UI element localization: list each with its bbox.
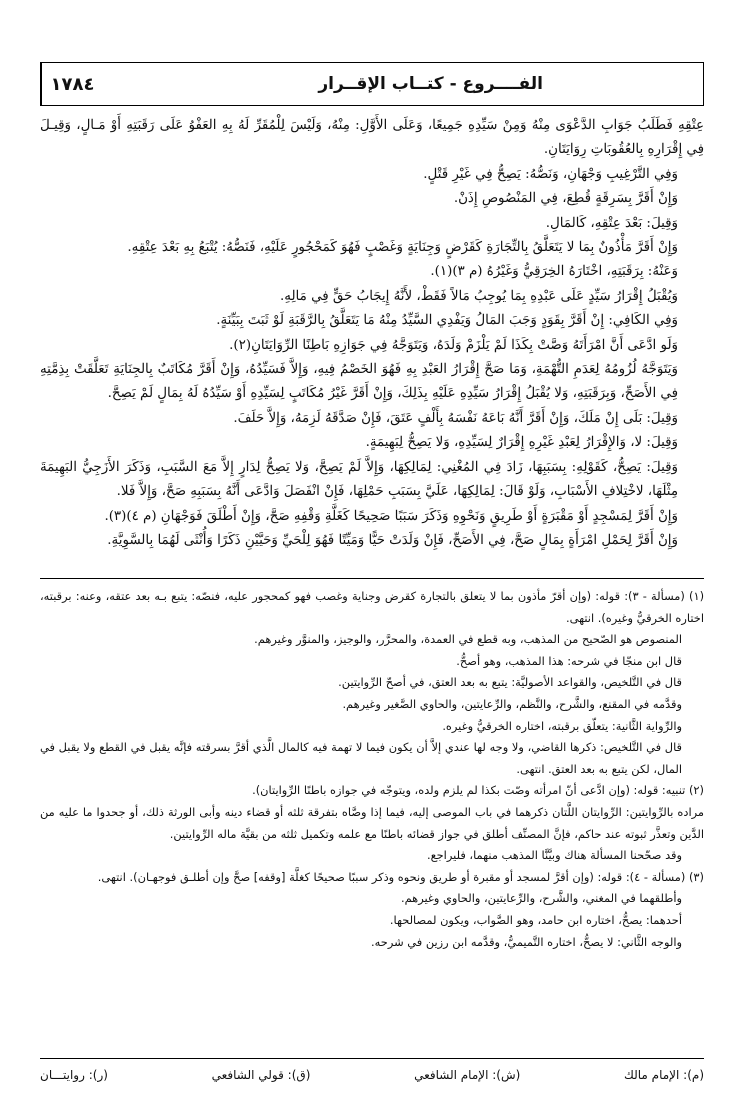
footnote-paragraph: وأطلقهما في المغني، والشَّرح، والرِّعايتين، والحاوي وغيرهم.	[400, 891, 682, 906]
page-number: ١٧٨٤	[41, 63, 103, 105]
main-text	[40, 114, 704, 553]
main-paragraph: وَفِي الكَافِي: إِنْ أَقَرَّ بِقَوَدٍ وَجَبَ المَالُ وَيَفْدِي السَّيِّدُ مِنْهُ مَا يَتَعَلَّقُ بِالرَّقَبَةِ لَوْ ثَبَتَ بِبَيِّنَةٍ.	[216, 313, 678, 329]
footnote-paragraph: أحدهما: يصحُّ، اختاره ابن حامد، وهو الصَّواب، ويكون لمصالحها.	[389, 912, 682, 927]
main-paragraph: وَقِيلَ: يَصِحُّ، كَقَوْلِهِ: بِسَبَبِهَا، زَادَ فِي المُغْنِي: لِمَالِكِهَا، وَإِلاَّ لَمْ يَصِحَّ، وَلا يَصِحُّ لِدَارٍ إِلاَّ مَعَ السَّبَبِ، وَذَكَرَ الأَزَجِيُّ البَهِيمَةَ مِثْلَهَا، لاخْتِلافِ الأَسْبَابِ، وَلَوْ قَالَ: لِمَالِكِهَا، عَلَيَّ بِسَبَبِ حَمْلِهَا، فَإِنْ انْفَصَلَ وَادَّعَى أَنَّهُ بِسَبَبِهِ صَحَّ، وَإِلاَّ فَلا.	[40, 459, 678, 500]
main-paragraph: وَإِنْ أَقَرَّ لِحَمْلِ امْرَأَةٍ بِمَالٍ صَحَّ، فِي الأَصَحِّ، فَإِنْ وَلَدَتْ حَيًّا وَمَيِّتًا فَهُوَ لِلْحَيِّ وَحَيَّيْنِ ذَكَرًا وَأُنْثَى لَهُمَا بِالسَّوِيَّةِ.	[107, 532, 678, 548]
footnote-separator	[40, 578, 704, 579]
main-paragraph: عِتْقِهِ فَطَلَبُ جَوَابِ الدَّعْوَى مِنْهُ وَمِنْ سَيِّدِهِ جَمِيعًا، وَعَلَى الأَوَّلِ: مِنْهُ، وَلَيْسَ لِلْمُقَرِّ لَهُ بِهِ العَفْوُ عَلَى رَقَبَتِهِ أَوْ مَـالٍ، وَقِيـلَ فِي إِقْرَارِهِ بِالعُقُوبَاتِ رِوَايَتَانِ.	[40, 118, 704, 158]
footnote-paragraph: قال ابن منجّا في شرحه: هذا المذهب، وهو أصحُّ.	[456, 653, 682, 668]
footnote-paragraph: (٣) (مسألة - ٤): قوله: (وإن أقرَّ لمسجد أو مقبرة أو طريق ونحوه وذكر سببًا صحيحًا كغلَّة [وقفه] صحَّ وإن أطلـق فوجهـان). انتهى.	[97, 869, 704, 884]
main-paragraph: وَيَتَوَجَّهُ لُزُومُهُ لِعَدَمِ التُّهْمَةِ، وَمَا صَحَّ إِقْرَارُ العَبْدِ بِهِ فَهُوَ الخَصْمُ فِيهِ، وَإِلاَّ فَسَيِّدُهُ، وَإِنْ أَقَرَّ مُكَاتَبٌ بِالجِنَايَةِ تَعَلَّقَتْ بِذِمَّتِهِ فِي الأَصَحِّ، وَبِرَقَبَتِهِ، وَلا يُقْبَلُ إِقْرَارُ سَيِّدِهِ عَلَيْهِ بِذَلِكَ، وَإِنْ أَقَرَّ غَيْرُ مُكَاتَبٍ لِسَيِّدِهِ أَوْ سَيِّدُهُ لَهُ بِمَالٍ لَمْ يَصِحَّ.	[40, 362, 678, 402]
running-title: الفــــروع - كتــاب الإقــرار	[318, 74, 543, 94]
legend-item-shafii-sayings: (ق): قولي الشافعي	[211, 1068, 311, 1082]
footnote-paragraph: وقد صحّحنا المسألة هناك وبيَّنَّا المذهب منهما، فليراجع.	[426, 848, 682, 863]
footnote-paragraph: (٢) تنبيه: قوله: (وإن ادَّعى أنّ امرأته وصّت بكذا لم يلزم ولده، ويتوجّه في جوازه باطنًا الرِّوايتان).	[252, 783, 704, 798]
footnotes	[40, 586, 704, 953]
footnote-paragraph: المنصوص هو الصّحيح من المذهب، وبه قطع في العمدة، والمحرَّر، والوجيز، والمنوَّر وغيرهم.	[254, 632, 682, 647]
page-header	[40, 62, 704, 106]
footnote-paragraph: قال في التَّلخيص: ذكرها القاضي، ولا وجه لها عندي إلاَّ أن يكون فيما لا تهمة فيه كالمال الَّذي أقرَّ بسرقته فإنَّه يقبل في القطع ولا يقبل في المال، لكن يتبع به بعد العتق. انتهى.	[40, 740, 682, 776]
main-paragraph: وَإِنْ أَقَرَّ مَأْذُونٌ بِمَا لا يَتَعَلَّقُ بِالتِّجَارَةِ كَقَرْضٍ وَجِنَايَةٍ وَغَصْبٍ فَهُوَ كَمَحْجُورٍ عَلَيْهِ، فَنَصُّهُ: يُتْبَعُ بِهِ بَعْدَ عِتْقِهِ.	[127, 240, 678, 256]
main-paragraph: وَلَو ادَّعَى أَنَّ امْرَأَتَهُ وَصَّتْ بِكَذَا لَمْ يَلْزَمْ وَلَدَهُ، وَيَتَوَجَّهُ فِي جَوَازِهِ بَاطِنًا الرِّوَايَتَانِ(٢).	[229, 337, 678, 353]
footnote-paragraph: والرِّواية الثَّانية: يتعلّق برقبته، اختاره الخرقيُّ وغيره.	[442, 718, 682, 733]
main-paragraph: وَقِيلَ: لا، وَالإِقْرَارُ لِعَبْدِ غَيْرِهِ إِقْرَارٌ لِسَيِّدِهِ، وَلا يَصِحُّ لِبَهِيمَةٍ.	[365, 435, 678, 451]
footnote-paragraph: قال في التَّلخيص، والقواعد الأصوليَّة: يتبع به بعد العتق، في أصحّ الرِّوايتين.	[338, 675, 682, 690]
main-paragraph: وَفِي التَّرْغِيبِ وَجْهَانِ، وَنَصُّهُ: يَصِحُّ فِي غَيْرِ قَتْلٍ.	[423, 166, 678, 182]
legend-item-malik: (م): الإمام مالك	[623, 1068, 704, 1082]
main-paragraph: وَإِنْ أَقَرَّ لِمَسْجِدٍ أَوْ مَقْبَرَةٍ أَوْ طَرِيقٍ وَنَحْوِهِ وَذَكَرَ سَبَبًا صَحِيحًا كَغَلَّةِ وَقْفِهِ صَحَّ، وَإِنْ أَطْلَقَ فَوَجْهَانِ (م ٤)(٣).	[104, 508, 678, 524]
main-paragraph: وَقِيلَ: بَلَى إِنْ مَلَكَ، وَإِنْ أَقَرَّ أَنَّهُ بَاعَهُ نَفْسَهُ بِأَلْفٍ عَتَقَ، فَإِنْ صَدَّقَهُ لَزِمَهُ، وَإِلاَّ حَلَفَ.	[233, 410, 678, 426]
footnote-paragraph: وقدَّمه في المقنع، والشَّرح، والنَّظم، والرِّعايتين، والحاوي الصَّغير وغيرهم.	[342, 696, 682, 711]
main-paragraph: وَإِنْ أَقَرَّ بِسَرِقَةٍ قُطِعَ، فِي المَنْصُوصِ إِذَنْ.	[453, 191, 678, 207]
main-paragraph: وَيُقْبَلُ إِقْرَارُ سَيِّدٍ عَلَى عَبْدِهِ بِمَا يُوجِبُ مَالاً فَقَطْ، لأَنَّهُ إِيجَابُ حَقٍّ فِي مَالِهِ.	[280, 288, 678, 304]
legend-separator	[40, 1058, 704, 1059]
legend-item-two-narrations: (ر): روايتـــان	[40, 1068, 108, 1082]
main-paragraph: وَقِيلَ: بَعْدَ عِتْقِهِ، كَالمَالِ.	[545, 215, 678, 231]
legend-item-shafii: (ش): الإمام الشافعي	[414, 1068, 521, 1082]
footnote-paragraph: مراده بالرِّوايتين: الرِّوايتان اللَّتان ذكرهما في باب الموصى إليه، فيما إذا وصَّاه بتفرقة ثلثه أو قضاء دينه وأبى الورثة ذلك، أو جحدوا ما عليه من الدَّين وتعذَّر ثبوته عند حاكم، فإنَّ المصنِّف أطلق في جواز قضائه باطنًا مع علمه وتكميل ثلثه من بقيَّة ماله الرِّوايتين.	[40, 804, 704, 841]
footnote-paragraph: والوجه الثَّاني: لا يصحُّ، اختاره التَّميميُّ، وقدَّمه ابن رزين في شرحه.	[371, 934, 682, 949]
footnote-paragraph: (١) (مسألة - ٣): قوله: (وإن أقرّ مأذون بما لا يتعلق بالتجارة كقرض وجناية وغصب فهو كمحجور عليه، فنصّه: يتبع بـه بعد عتقه، وعنه: برقبته، اختاره الخرقيُّ وغيره). انتهى.	[40, 589, 705, 625]
main-paragraph: وَعَنْهُ: بِرَقَبَتِهِ، اخْتَارَهُ الخِرَقِيُّ وَغَيْرُهُ (م ٣)(١).	[430, 264, 678, 280]
abbreviation-legend	[40, 1062, 704, 1088]
